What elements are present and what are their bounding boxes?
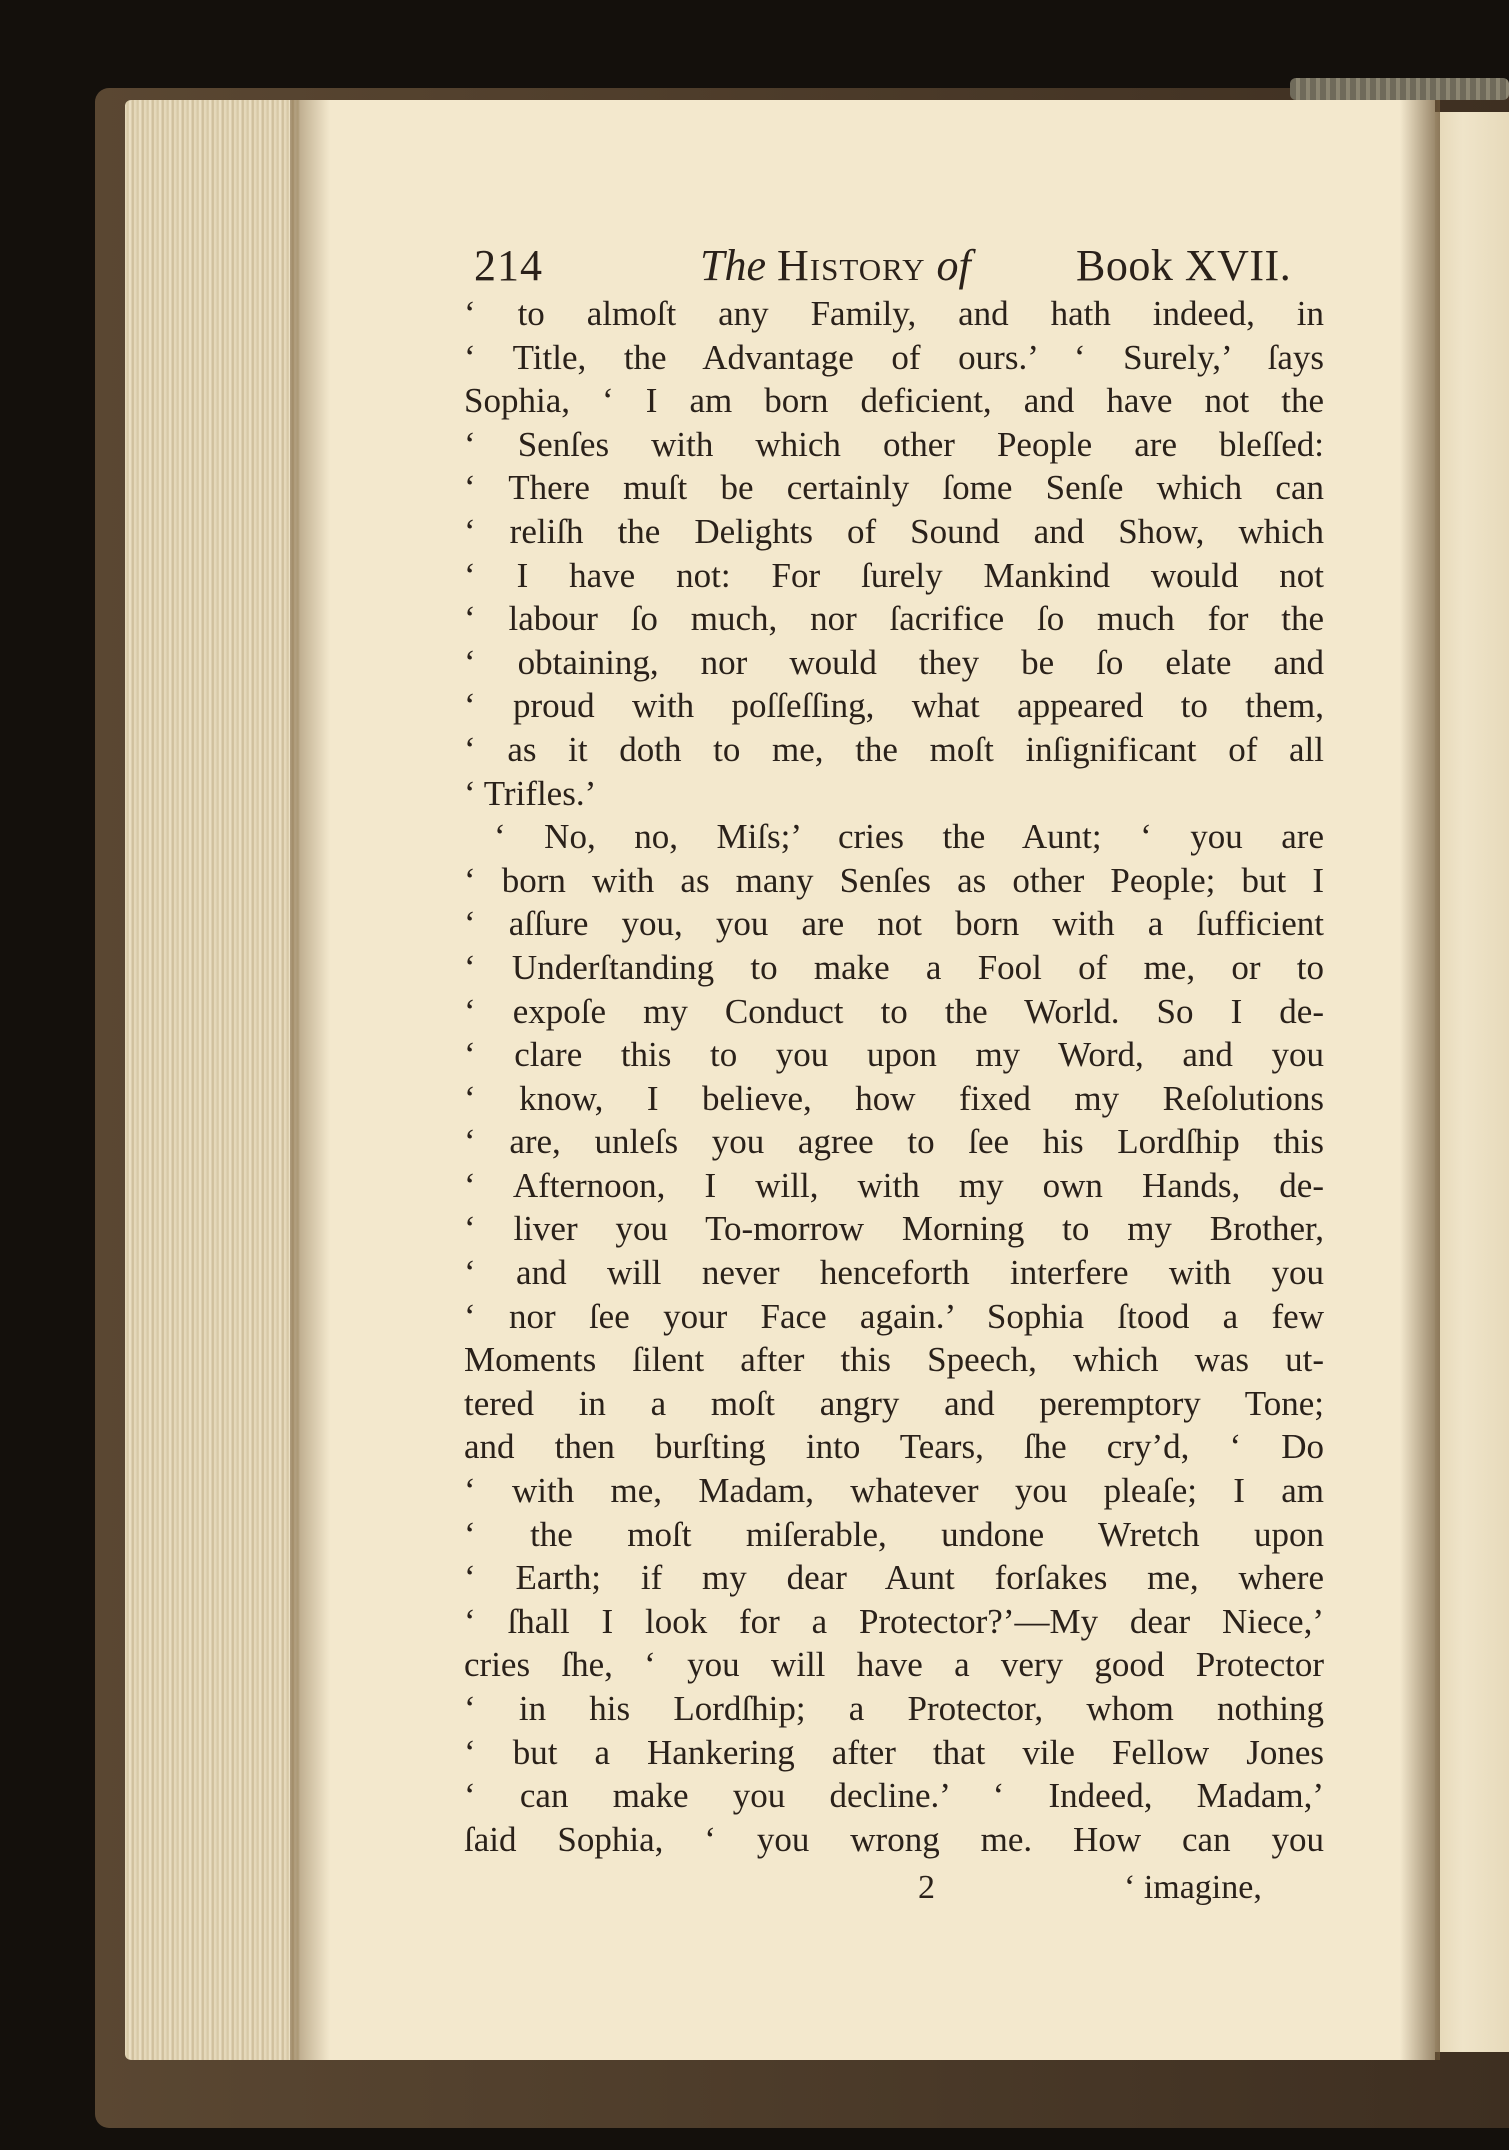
text-line: ‘ obtaining, nor would they be ſo elate and — [464, 642, 1324, 682]
text-line: ‘ aſſure you, you are not born with a ſufficient — [464, 904, 1324, 944]
text-line: ‘ nor ſee your Face again.’ Sophia ſtood a few — [464, 1296, 1324, 1336]
text-line: ‘ Earth; if my dear Aunt forſakes me, where — [464, 1558, 1324, 1598]
text-line: ‘ labour ſo much, nor ſacrifice ſo much for the — [464, 599, 1324, 639]
text-line: ‘ There muſt be certainly ſome Senſe which can — [464, 468, 1324, 508]
text-line: and then burſting into Tears, ſhe cry’d, ‘ Do — [464, 1427, 1324, 1467]
text-line: ‘ Afternoon, I will, with my own Hands, de- — [464, 1165, 1324, 1205]
page-number: 214 — [474, 241, 543, 290]
text-line: ‘ born with as many Senſes as other People; but I — [464, 860, 1324, 900]
text-line: cries ſhe, ‘ you will have a very good Protector — [464, 1645, 1324, 1685]
text-line: ‘ in his Lordſhip; a Protector, whom nothing — [464, 1689, 1324, 1728]
text-line: Sophia, ‘ I am born deficient, and have not the — [464, 381, 1324, 421]
text-line: ‘ can make you decline.’ ‘ Indeed, Madam,’ — [464, 1776, 1324, 1816]
running-header — [464, 228, 1324, 292]
body-text — [464, 292, 1324, 1861]
page-edges — [125, 100, 305, 2060]
text-line: ‘ proud with poſſeſſing, what appeared to them, — [464, 686, 1324, 726]
running-title-of: of — [936, 241, 971, 290]
page-gutter — [1400, 100, 1440, 2060]
text-line: ‘ as it doth to me, the moſt inſignificant of all — [464, 729, 1324, 769]
text-line: ‘ No, no, Miſs;’ cries the Aunt; ‘ you are — [494, 817, 1324, 857]
text-line: ‘ Underſtanding to make a Fool of me, or to — [464, 947, 1324, 987]
signature-mark: 2 — [918, 1869, 935, 1907]
text-line: ſaid Sophia, ‘ you wrong me. How can you — [464, 1819, 1324, 1859]
page-shadow — [290, 100, 330, 2060]
text-line: ‘ Senſes with which other People are bleſſed: — [464, 424, 1324, 464]
text-line: Moments ſilent after this Speech, which was ut- — [464, 1340, 1324, 1380]
text-line: ‘ to almoſt any Family, and hath indeed, in — [464, 294, 1324, 333]
text-line: tered in a moſt angry and peremptory Tone; — [464, 1383, 1324, 1423]
text-line: ‘ I have not: For ſurely Mankind would not — [464, 555, 1324, 595]
headband — [1290, 78, 1509, 100]
text-line: ‘ expoſe my Conduct to the World. So I de- — [464, 991, 1324, 1031]
text-line: ‘ and will never henceforth interfere with you — [464, 1253, 1324, 1293]
text-line: ‘ Title, the Advantage of ours.’ ‘ Surely,’ ſays — [464, 337, 1324, 377]
text-line: ‘ clare this to you upon my Word, and you — [464, 1035, 1324, 1075]
text-line: ‘ know, I believe, how fixed my Reſolutions — [464, 1078, 1324, 1118]
text-line: ‘ with me, Madam, whatever you pleaſe; I am — [464, 1471, 1324, 1511]
running-title — [700, 240, 971, 291]
page-footer — [464, 1861, 1324, 1911]
text-line: ‘ the moſt miſerable, undone Wretch upon — [464, 1514, 1324, 1554]
text-line: ‘ but a Hankering after that vile Fellow Jones — [464, 1732, 1324, 1772]
facing-page — [1432, 112, 1509, 2052]
text-line: ‘ Trifles.’ — [464, 773, 597, 813]
running-title-history: History — [777, 241, 926, 290]
book-label: Book XVII. — [1076, 241, 1292, 290]
text-line: ‘ reliſh the Delights of Sound and Show, which — [464, 511, 1324, 551]
text-line: ‘ liver you To-morrow Morning to my Brother, — [464, 1209, 1324, 1249]
catchword: ‘ imagine, — [1124, 1869, 1262, 1907]
running-title-the: The — [700, 241, 766, 290]
text-block — [464, 228, 1324, 1911]
text-line: ‘ are, unleſs you agree to ſee his Lordſhip this — [464, 1122, 1324, 1162]
text-line: ‘ ſhall I look for a Protector?’—My dear Niece,’ — [464, 1601, 1324, 1641]
